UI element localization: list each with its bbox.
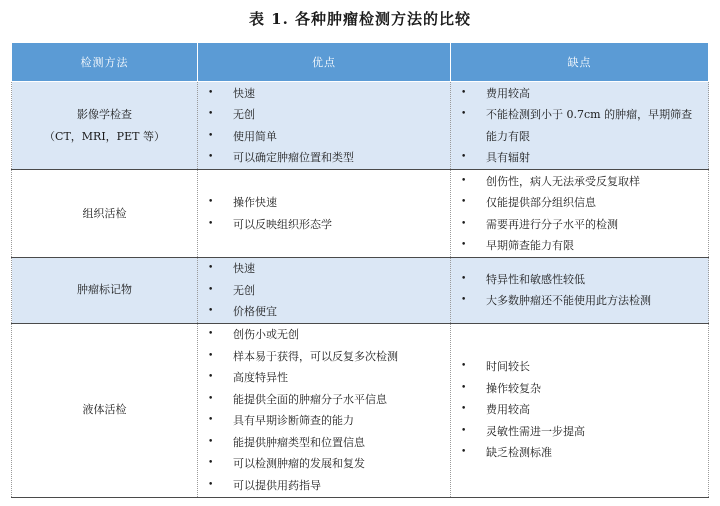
method-note: （CT，MRI，PET 等） (44, 129, 165, 143)
list-item: • 无创 (198, 104, 450, 126)
cons-cell (451, 258, 709, 324)
bullet-icon: • (461, 295, 467, 306)
list-item: • 可以检测肿瘤的发展和复发 (198, 453, 450, 475)
list-item: • 快速 (198, 258, 450, 280)
bullet-icon: • (208, 197, 214, 207)
bullet-icon: • (461, 404, 467, 415)
list-item: • 缺乏检测标准 (451, 442, 708, 464)
list-item: • 可以确定肿瘤位置和类型 (198, 147, 450, 169)
list-item: • 操作较复杂 (451, 378, 708, 400)
bullet-icon: • (461, 109, 467, 119)
bullet-icon: • (461, 425, 467, 436)
list-item: • 能提供全面的肿瘤分子水平信息 (198, 389, 450, 411)
list-item: • 灵敏性需进一步提高 (451, 421, 708, 443)
method-cell (12, 82, 198, 170)
list-item: • 需要再进行分子水平的检测 (451, 214, 708, 236)
bullet-icon: • (461, 240, 467, 250)
bullet-icon: • (208, 372, 214, 382)
list-item: • 仅能提供部分组织信息 (451, 192, 708, 214)
table-title: 表 1. 各种肿瘤检测方法的比较 (248, 10, 472, 28)
bullet-icon: • (208, 329, 214, 339)
table-row-imaging (12, 82, 709, 170)
list-item: • 能提供肿瘤类型和位置信息 (198, 432, 450, 454)
cons-cell (451, 323, 709, 497)
list-item: • 创伤小或无创 (198, 324, 450, 346)
list-item: • 费用较高 (451, 399, 708, 421)
pros-cell (198, 258, 451, 324)
list-item-continuation: 能力有限 (486, 129, 530, 143)
pros-cell (198, 170, 451, 258)
bullet-icon: • (461, 175, 467, 186)
pros-cell (198, 323, 451, 497)
header-row (12, 43, 709, 82)
header-pros: 优点 (198, 43, 451, 82)
bullet-icon: • (208, 436, 214, 447)
list-item: • 时间较长 (451, 356, 708, 378)
method-cell (12, 258, 198, 324)
method-name: 肿瘤标记物 (77, 283, 132, 297)
bullet-icon: • (208, 458, 214, 468)
bullet-icon: • (208, 130, 214, 141)
list-item: • 早期筛查能力有限 (451, 235, 708, 257)
bullet-icon: • (208, 109, 214, 119)
list-item: • 创伤性，病人无法承受反复取样 (451, 171, 708, 193)
header-cons: 缺点 (451, 43, 709, 82)
bullet-icon: • (208, 152, 214, 162)
bullet-icon: • (208, 393, 214, 404)
pros-cell (198, 82, 451, 170)
bullet-icon: • (461, 447, 467, 458)
table-row-liquid-biopsy (12, 323, 709, 497)
cons-cell (451, 82, 709, 170)
bullet-icon: • (461, 382, 467, 393)
method-name: 影像学检查 (77, 107, 132, 121)
bullet-icon: • (461, 152, 467, 162)
bullet-icon: • (208, 306, 214, 316)
list-item: • 可以反映组织形态学 (198, 214, 450, 236)
bullet-icon: • (208, 263, 214, 273)
bullet-icon: • (208, 350, 214, 361)
method-name: 液体活检 (82, 403, 127, 416)
bullet-icon: • (208, 87, 214, 98)
bullet-icon: • (208, 284, 214, 295)
list-item: • 不能检测到小于 0.7cm 的肿瘤，早期筛查 (451, 104, 708, 126)
list-item: • 价格便宜 (198, 301, 450, 323)
list-item: • 具有早期诊断筛查的能力 (198, 410, 450, 432)
bullet-icon: • (461, 87, 467, 98)
header-method: 检测方法 (12, 43, 198, 82)
bullet-icon: • (461, 197, 467, 207)
list-item: • 高度特异性 (198, 367, 450, 389)
list-item: • 快速 (198, 83, 450, 105)
bullet-icon: • (208, 415, 214, 425)
comparison-table (11, 42, 709, 498)
list-item: • 特异性和敏感性较低 (451, 269, 708, 291)
bullet-icon: • (461, 361, 467, 372)
bullet-icon: • (461, 273, 467, 284)
bullet-icon: • (461, 218, 467, 229)
list-item: • 费用较高 (451, 83, 708, 105)
list-item: • 具有辐射 (451, 147, 708, 169)
cons-cell (451, 170, 709, 258)
table-row-markers (12, 258, 709, 324)
method-cell (12, 170, 198, 258)
method-cell (12, 323, 198, 497)
list-item: • 使用简单 (198, 126, 450, 148)
list-item: • 可以提供用药指导 (198, 475, 450, 497)
list-item: • 无创 (198, 280, 450, 302)
list-item: • 大多数肿瘤还不能使用此方法检测 (451, 290, 708, 312)
list-item: • 操作快速 (198, 192, 450, 214)
bullet-icon: • (208, 479, 214, 490)
bullet-icon: • (208, 218, 214, 229)
method-name: 组织活检 (82, 206, 127, 220)
table-row-biopsy (12, 170, 709, 258)
list-item: • 样本易于获得，可以反复多次检测 (198, 346, 450, 368)
